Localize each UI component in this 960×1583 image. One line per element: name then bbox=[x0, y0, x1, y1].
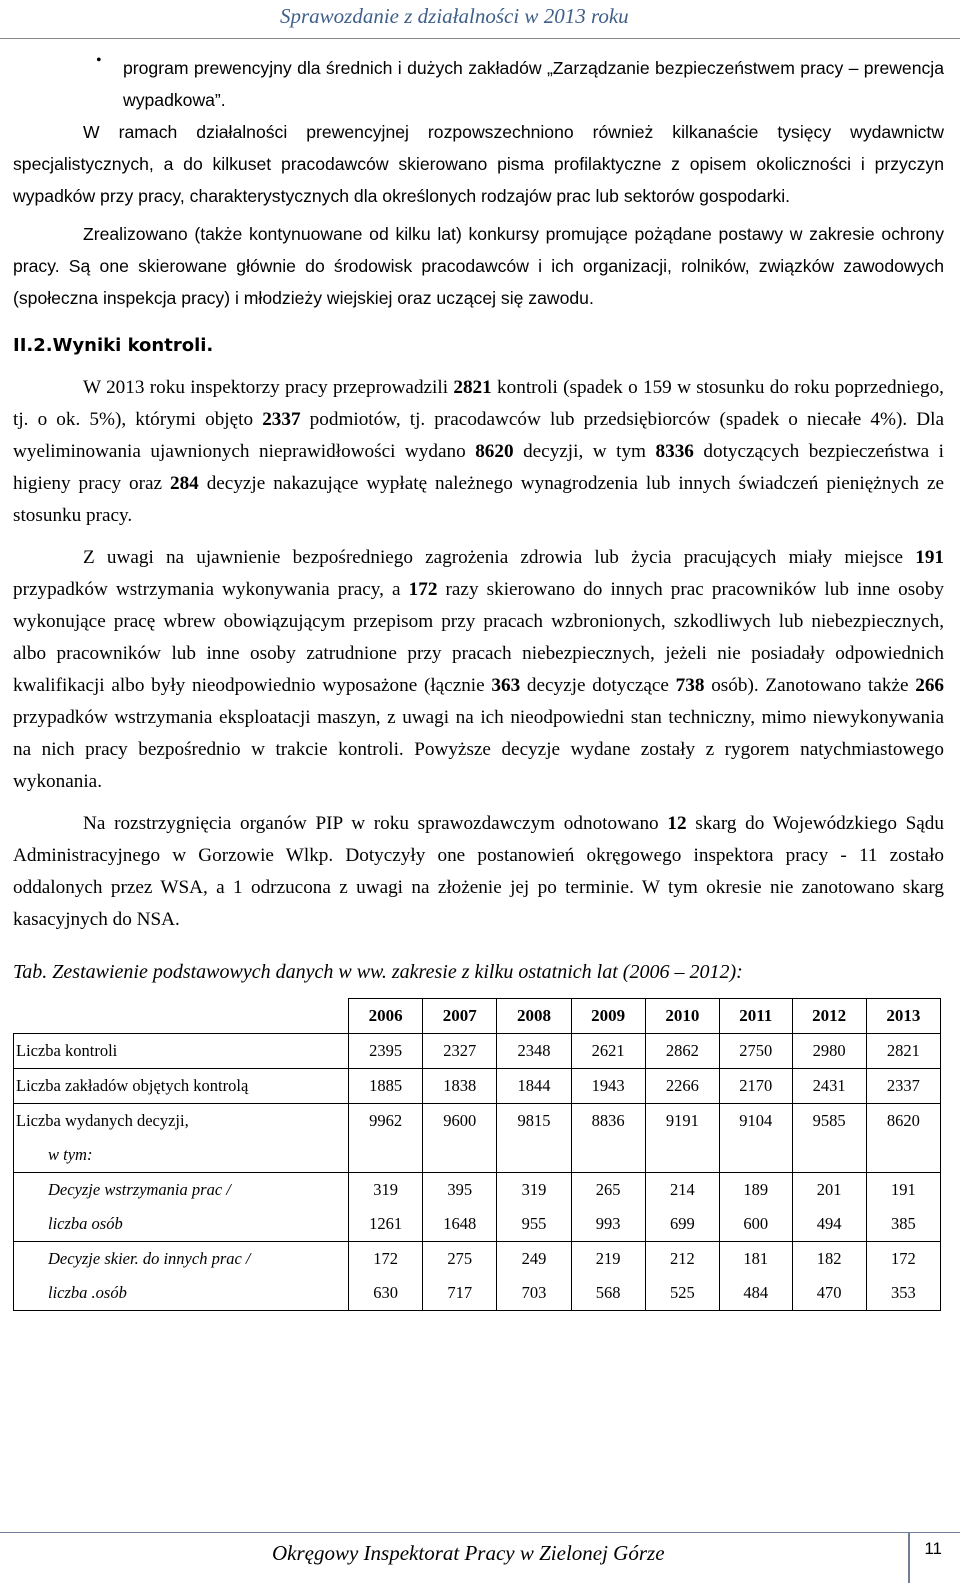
row-label: Liczba wydanych decyzji, bbox=[14, 1104, 349, 1139]
table-cell: 214 bbox=[645, 1173, 719, 1208]
table-cell: 1844 bbox=[497, 1069, 571, 1104]
table-cell: 2980 bbox=[792, 1034, 866, 1069]
page-footer bbox=[0, 1532, 960, 1565]
table-cell: 525 bbox=[645, 1276, 719, 1311]
table-cell: 955 bbox=[497, 1207, 571, 1242]
table-cell: 8620 bbox=[866, 1104, 940, 1139]
table-cell: 2862 bbox=[645, 1034, 719, 1069]
paragraph-prevention-publications: W ramach działalności prewencyjnej rozpowszechniono również kilkanaście tysięcy wydawnictw specjalistycznych, a do kilkuset pracodawców skierowano pisma profilaktyczne z opisem okoliczności i przyczyn wypadków przy pracy, charakterystycznych dla określonych rodzajów prac lub sektorów gospodarki. bbox=[13, 122, 944, 206]
bullet-item bbox=[13, 52, 944, 116]
table-row bbox=[14, 1034, 941, 1069]
table-cell bbox=[571, 1138, 645, 1173]
table-row bbox=[14, 1173, 941, 1208]
table-row bbox=[14, 1242, 941, 1277]
table-cell bbox=[719, 1138, 792, 1173]
table-cell: 385 bbox=[866, 1207, 940, 1242]
table-cell bbox=[792, 1138, 866, 1173]
table-cell: 1885 bbox=[349, 1069, 423, 1104]
row-sublabel: w tym: bbox=[14, 1138, 349, 1173]
table-caption: Tab. Zestawienie podstawowych danych w ww. zakresie z kilku ostatnich lat (2006 – 2012): bbox=[13, 961, 743, 983]
table-cell: 189 bbox=[719, 1173, 792, 1208]
year-header: 2009 bbox=[571, 999, 645, 1034]
table-cell: 2170 bbox=[719, 1069, 792, 1104]
table-cell: 181 bbox=[719, 1242, 792, 1277]
table-cell: 568 bbox=[571, 1276, 645, 1311]
paragraph-inspection-results: W 2013 roku inspektorzy pracy przeprowadzili 2821 kontroli (spadek o 159 w stosunku do roku poprzedniego, tj. o ok. 5%), którymi objęto 2337 podmiotów, tj. pracodawców lub przedsiębiorców (spadek o niecałe 4%). Dla wyeliminowania ujawnionych nieprawidłowości wydano 8620 decyzji, w tym 8336 dotyczących bezpieczeństwa i higieny pracy oraz 284 decyzje nakazujące wypłatę należnego wynagrodzenia lub innych świadczeń pieniężnych ze stosunku pracy. bbox=[13, 377, 944, 526]
table-cell: 219 bbox=[571, 1242, 645, 1277]
table-cell: 484 bbox=[719, 1276, 792, 1311]
table-cell: 353 bbox=[866, 1276, 940, 1311]
table-cell: 9600 bbox=[423, 1104, 497, 1139]
section-title: II.2.Wyniki kontroli. bbox=[13, 335, 214, 356]
table-cell: 993 bbox=[571, 1207, 645, 1242]
paragraph-contests: Zrealizowano (także kontynuowane od kilku lat) konkursy promujące pożądane postawy w zakresie ochrony pracy. Są one skierowane głównie do środowisk pracodawców i ich organizacji, rolników, związków zawodowych (społeczna inspekcja pracy) i młodzieży wiejskiej oraz uczącej się zawodu. bbox=[13, 224, 944, 308]
table-cell: 9815 bbox=[497, 1104, 571, 1139]
row-label: liczba osób bbox=[14, 1207, 349, 1242]
bullet-text: program prewencyjny dla średnich i dużych zakładów „Zarządzanie bezpieczeństwem pracy – prewencja wypadkowa”. bbox=[123, 58, 944, 110]
table-cell: 2337 bbox=[866, 1069, 940, 1104]
year-header: 2010 bbox=[645, 999, 719, 1034]
table-cell: 600 bbox=[719, 1207, 792, 1242]
table-cell: 172 bbox=[349, 1242, 423, 1277]
table-cell: 2395 bbox=[349, 1034, 423, 1069]
table-cell: 630 bbox=[349, 1276, 423, 1311]
table-cell bbox=[423, 1138, 497, 1173]
row-label: Liczba zakładów objętych kontrolą bbox=[14, 1069, 349, 1104]
table-cell: 2750 bbox=[719, 1034, 792, 1069]
table-cell: 319 bbox=[497, 1173, 571, 1208]
row-label: Liczba kontroli bbox=[14, 1034, 349, 1069]
table-cell: 1838 bbox=[423, 1069, 497, 1104]
year-header: 2007 bbox=[423, 999, 497, 1034]
table-cell: 191 bbox=[866, 1173, 940, 1208]
year-header: 2006 bbox=[349, 999, 423, 1034]
table-cell: 2348 bbox=[497, 1034, 571, 1069]
year-header: 2008 bbox=[497, 999, 571, 1034]
table-cell: 212 bbox=[645, 1242, 719, 1277]
paragraph-court-complaints: Na rozstrzygnięcia organów PIP w roku sprawozdawczym odnotowano 12 skarg do Wojewódzkiego Sądu Administracyjnego w Gorzowie Wlkp. Dotyczyły one postanowień okręgowego inspektora pracy - 11 zostało oddalonych przez WSA, a 1 odrzucona z uwagi na złożenie jej po terminie. W tym okresie nie zanotowano skarg kasacyjnych do NSA. bbox=[13, 813, 944, 930]
table-cell bbox=[645, 1138, 719, 1173]
table-cell: 2431 bbox=[792, 1069, 866, 1104]
table-cell: 275 bbox=[423, 1242, 497, 1277]
page-number: 11 bbox=[924, 1539, 942, 1558]
table-cell bbox=[497, 1138, 571, 1173]
table-cell: 319 bbox=[349, 1173, 423, 1208]
table-cell: 1943 bbox=[571, 1069, 645, 1104]
table-cell: 182 bbox=[792, 1242, 866, 1277]
table-cell: 395 bbox=[423, 1173, 497, 1208]
table-cell: 249 bbox=[497, 1242, 571, 1277]
year-header: 2012 bbox=[792, 999, 866, 1034]
table-cell: 9104 bbox=[719, 1104, 792, 1139]
table-cell: 9585 bbox=[792, 1104, 866, 1139]
page-header bbox=[0, 0, 960, 39]
table-cell: 2621 bbox=[571, 1034, 645, 1069]
table-cell: 201 bbox=[792, 1173, 866, 1208]
table-row bbox=[14, 1069, 941, 1104]
table-cell: 9962 bbox=[349, 1104, 423, 1139]
table-cell: 2266 bbox=[645, 1069, 719, 1104]
table-row bbox=[14, 1207, 941, 1242]
table-cell: 9191 bbox=[645, 1104, 719, 1139]
bullet-dot-icon: • bbox=[96, 52, 102, 69]
row-label: liczba .osób bbox=[14, 1276, 349, 1311]
header-title: Sprawozdanie z działalności w 2013 roku bbox=[280, 4, 629, 28]
table-row bbox=[14, 1138, 941, 1173]
table-cell: 699 bbox=[645, 1207, 719, 1242]
table-cell: 494 bbox=[792, 1207, 866, 1242]
table-cell: 703 bbox=[497, 1276, 571, 1311]
table-cell: 1261 bbox=[349, 1207, 423, 1242]
table-cell: 8836 bbox=[571, 1104, 645, 1139]
table-cell bbox=[349, 1138, 423, 1173]
footer-divider bbox=[908, 1533, 910, 1583]
table-corner-cell bbox=[14, 999, 349, 1034]
table-cell: 470 bbox=[792, 1276, 866, 1311]
table-cell: 717 bbox=[423, 1276, 497, 1311]
statistics-table bbox=[13, 998, 941, 1311]
row-label: Decyzje wstrzymania prac / bbox=[14, 1173, 349, 1208]
table-row bbox=[14, 1104, 941, 1139]
year-header: 2011 bbox=[719, 999, 792, 1034]
table-cell: 172 bbox=[866, 1242, 940, 1277]
paragraph-work-stoppages: Z uwagi na ujawnienie bezpośredniego zagrożenia zdrowia lub życia pracujących miały miejsce 191 przypadków wstrzymania wykonywania pracy, a 172 razy skierowano do innych prac pracowników lub inne osoby wykonujące pracę wbrew obowiązującym przepisom przy pracach wzbronionych, szkodliwych lub niebezpiecznych, albo pracowników lub inne osoby zatrudnione przy pracach niebezpiecznych, jeżeli nie posiadały odpowiednich kwalifikacji albo były nieodpowiednio wyposażone (łącznie 363 decyzje dotyczące 738 osób). Zanotowano także 266 przypadków wstrzymania eksploatacji maszyn, z uwagi na ich nieodpowiedni stan techniczny, mimo niewykonywania na nich pracy bezpośrednio w trakcie kontroli. Powyższe decyzje wydane zostały z rygorem natychmiastowego wykonania. bbox=[13, 547, 944, 792]
footer-organization: Okręgowy Inspektorat Pracy w Zielonej Górze bbox=[272, 1541, 665, 1565]
table-header-row bbox=[14, 999, 941, 1034]
year-header: 2013 bbox=[866, 999, 940, 1034]
table-cell: 2327 bbox=[423, 1034, 497, 1069]
row-label: Decyzje skier. do innych prac / bbox=[14, 1242, 349, 1277]
table-cell: 2821 bbox=[866, 1034, 940, 1069]
table-row bbox=[14, 1276, 941, 1311]
table-cell: 265 bbox=[571, 1173, 645, 1208]
table-cell bbox=[866, 1138, 940, 1173]
table-cell: 1648 bbox=[423, 1207, 497, 1242]
document-body bbox=[13, 52, 944, 1311]
